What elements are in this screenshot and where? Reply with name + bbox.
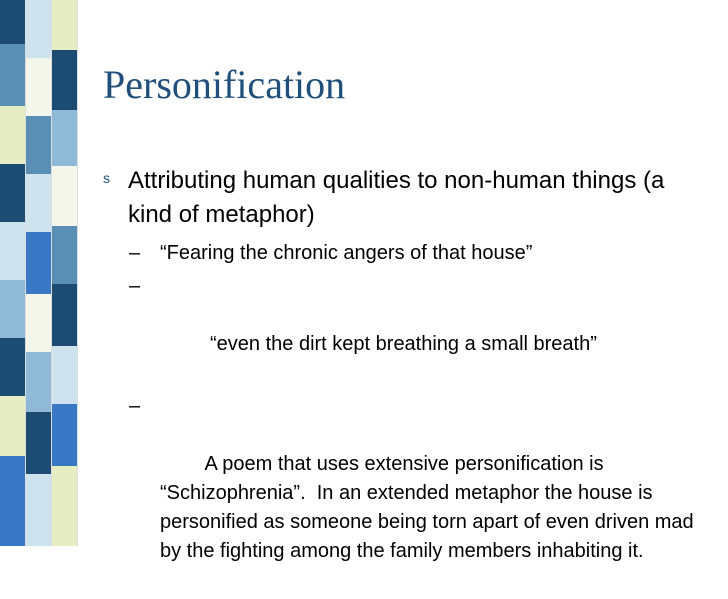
band-tile [0, 44, 26, 106]
band-tile [26, 0, 52, 58]
band-tile [0, 222, 26, 280]
band-tile [0, 0, 26, 44]
band-tile [0, 164, 26, 222]
band-tile [52, 50, 78, 110]
decorative-band [0, 0, 78, 546]
band-tile [52, 166, 78, 226]
band-column [26, 0, 52, 546]
slide-body [103, 164, 713, 599]
sub-bullet-marker: – [129, 395, 141, 417]
sub-bullet-marker: – [129, 275, 141, 297]
band-tile [0, 396, 26, 456]
sub-bullet-text: “Fearing the chronic angers of that house” [160, 242, 533, 264]
band-tile [26, 474, 52, 546]
band-tile [0, 456, 26, 546]
band-tile [0, 280, 26, 338]
band-tile [26, 294, 52, 352]
bullet-text: Attributing human qualities to non-human things (a kind of metaphor) [128, 167, 665, 228]
band-tile [26, 174, 52, 232]
band-tile [26, 116, 52, 174]
band-tile [52, 466, 78, 546]
band-tile [52, 110, 78, 166]
band-column [52, 0, 78, 546]
sub-bullet-list [103, 239, 713, 595]
band-tile [52, 0, 78, 50]
band-tile [52, 226, 78, 284]
band-tile [52, 284, 78, 346]
sub-bullet-text: “even the dirt kept breathing a small breath” [204, 333, 597, 355]
slide-title: Personification [103, 62, 346, 107]
band-tile [26, 412, 52, 474]
band-tile [52, 346, 78, 404]
bullet-item [103, 164, 713, 232]
sub-bullet-item [128, 272, 713, 388]
sub-bullet-text: A poem that uses extensive personification is “Schizophrenia”. In an extended metaphor the house is personified as someone being torn apart of even driven mad by the fighting among the family members inhabiting it. [160, 453, 700, 562]
band-tile [26, 232, 52, 294]
sub-bullet-marker: – [129, 242, 141, 264]
band-tile [52, 404, 78, 466]
band-tile [0, 338, 26, 396]
sub-bullet-item [128, 392, 713, 595]
bullet-marker: s [103, 170, 110, 186]
band-tile [26, 58, 52, 116]
band-tile [0, 106, 26, 164]
band-tile [26, 352, 52, 412]
band-column [0, 0, 26, 546]
sub-bullet-item [128, 239, 713, 268]
